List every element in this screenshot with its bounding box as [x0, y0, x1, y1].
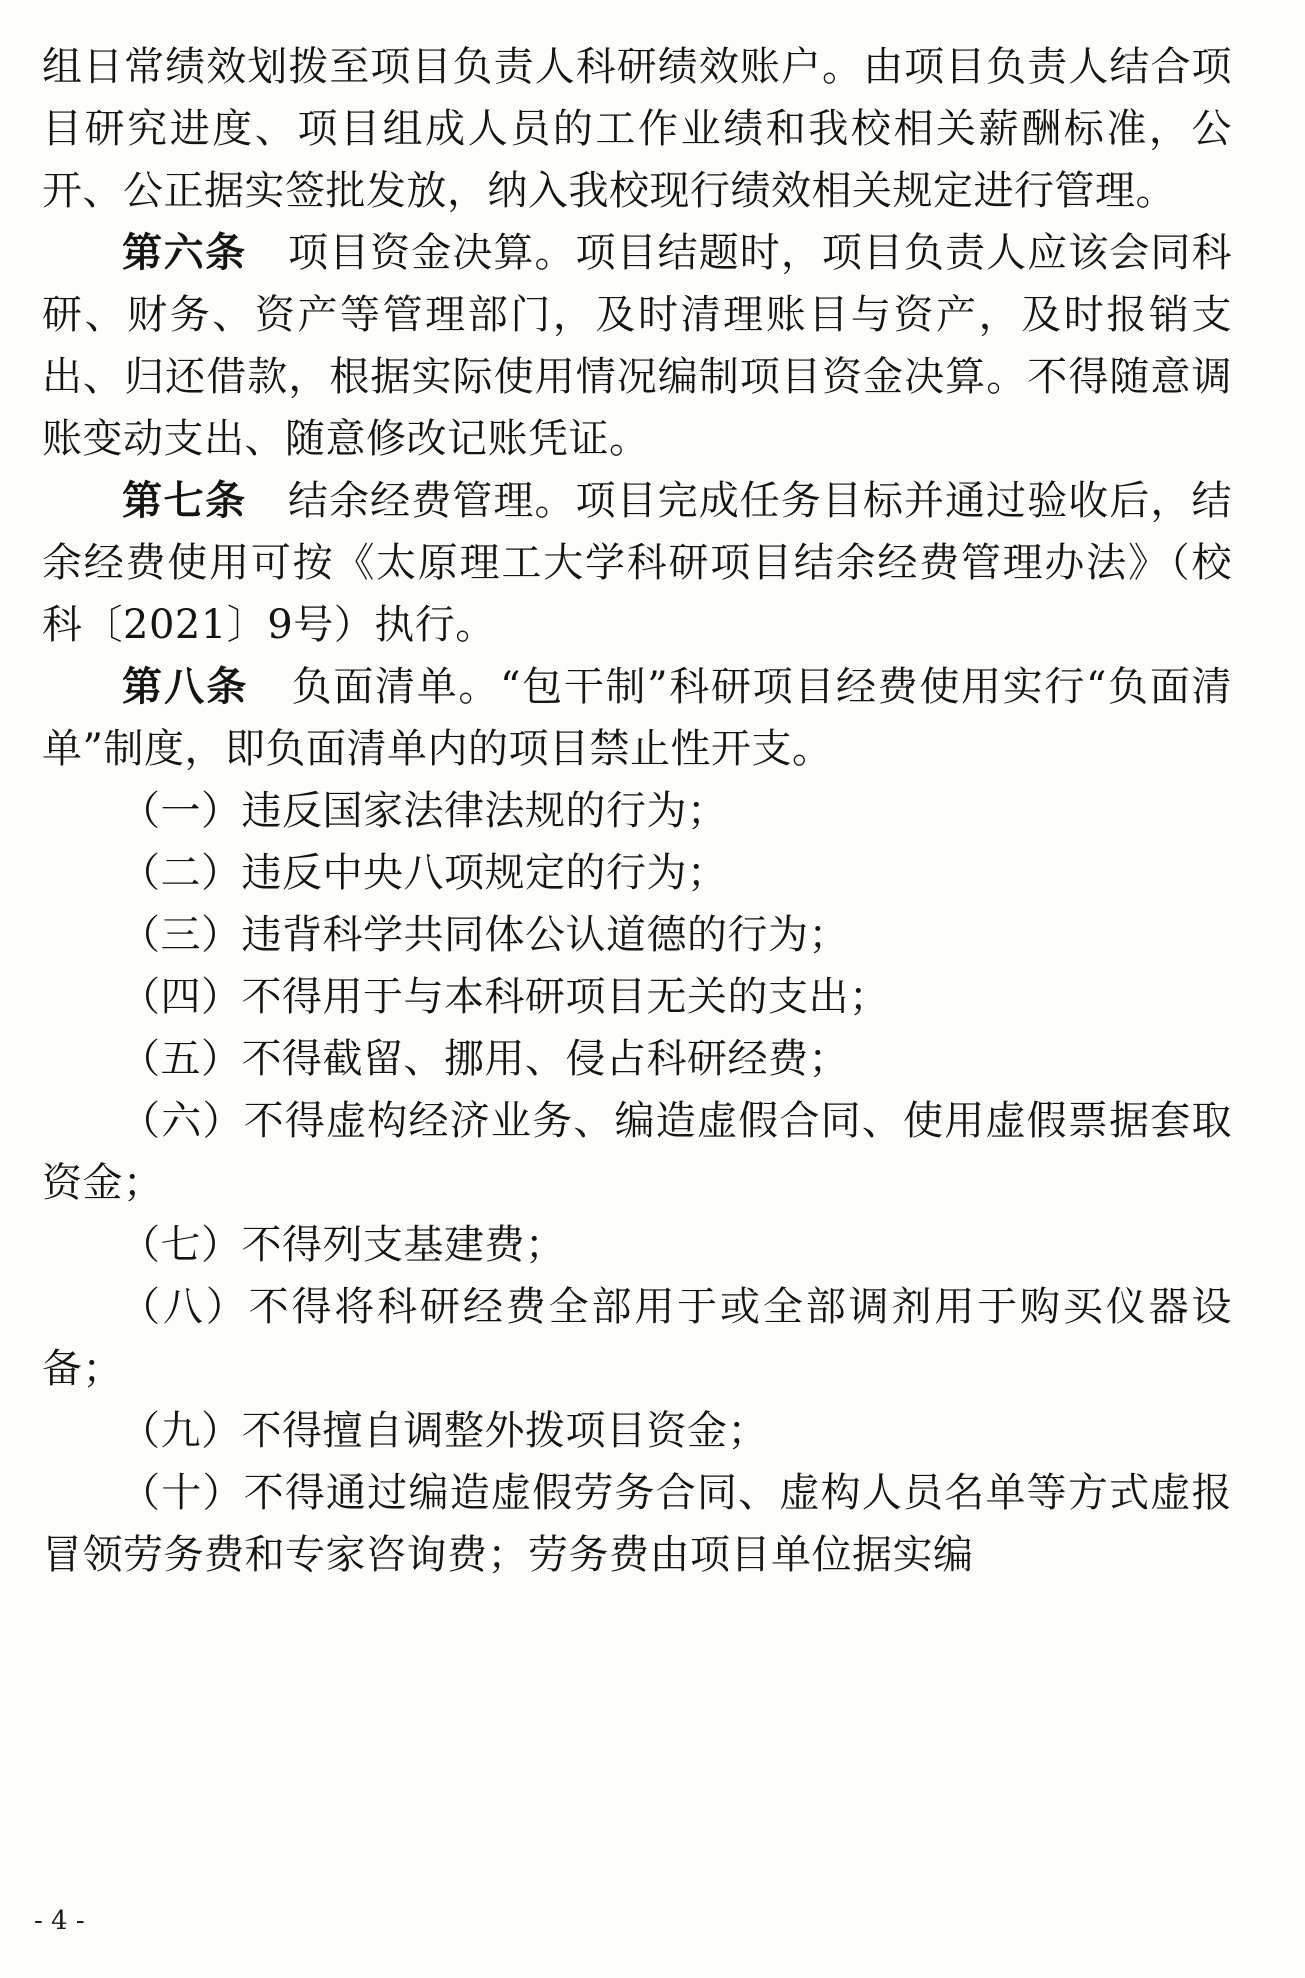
list-item: （一）违反国家法律法规的行为；	[120, 788, 728, 834]
list-item: （六）不得虚构经济业务、编造虚假合同、使用虚假票据套取资金；	[42, 1098, 1232, 1206]
article-6-paragraph	[42, 222, 1232, 470]
list-item: （九）不得擅自调整外拨项目资金；	[120, 1408, 768, 1454]
list-item: （五）不得截留、挪用、侵占科研经费；	[120, 1036, 849, 1082]
page-number: - 4 -	[34, 1906, 85, 1936]
list-item: （二）违反中央八项规定的行为；	[120, 850, 728, 896]
article-6-text: 项目资金决算。项目结题时，项目负责人应该会同科研、财务、资产等管理部门，及时清理账目与资产，及时报销支出、归还借款，根据实际使用情况编制项目资金决算。不得随意调账变动支出、随意修改记账凭证。	[42, 230, 1232, 462]
article-8-paragraph	[42, 656, 1232, 780]
list-item: （四）不得用于与本科研项目无关的支出；	[120, 974, 890, 1020]
article-7-paragraph	[42, 470, 1232, 656]
article-6-label: 第六条	[122, 229, 247, 276]
paragraph-continued: 组日常绩效划拨至项目负责人科研绩效账户。由项目负责人结合项目研究进度、项目组成人员的工作业绩和我校相关薪酬标准，公开、公正据实签批发放，纳入我校现行绩效相关规定进行管理。	[42, 44, 1232, 214]
list-item: （七）不得列支基建费；	[120, 1222, 566, 1268]
article-7-label: 第七条	[122, 477, 247, 524]
list-item: （三）违背科学共同体公认道德的行为；	[120, 912, 849, 958]
list-item: （八）不得将科研经费全部用于或全部调剂用于购买仪器设备；	[42, 1284, 1232, 1392]
article-7-text: 结余经费管理。项目完成任务目标并通过验收后，结余经费使用可按《太原理工大学科研项目结余经费管理办法》（校科〔2021〕9号）执行。	[42, 478, 1232, 648]
page-body	[42, 36, 1232, 1586]
article-8-label: 第八条	[122, 663, 249, 710]
list-item: （十）不得通过编造虚假劳务合同、虚构人员名单等方式虚报冒领劳务费和专家咨询费；劳务费由项目单位据实编	[42, 1470, 1232, 1578]
article-8-text: 负面清单。“包干制”科研项目经费使用实行“负面清单”制度，即负面清单内的项目禁止性开支。	[42, 664, 1232, 772]
